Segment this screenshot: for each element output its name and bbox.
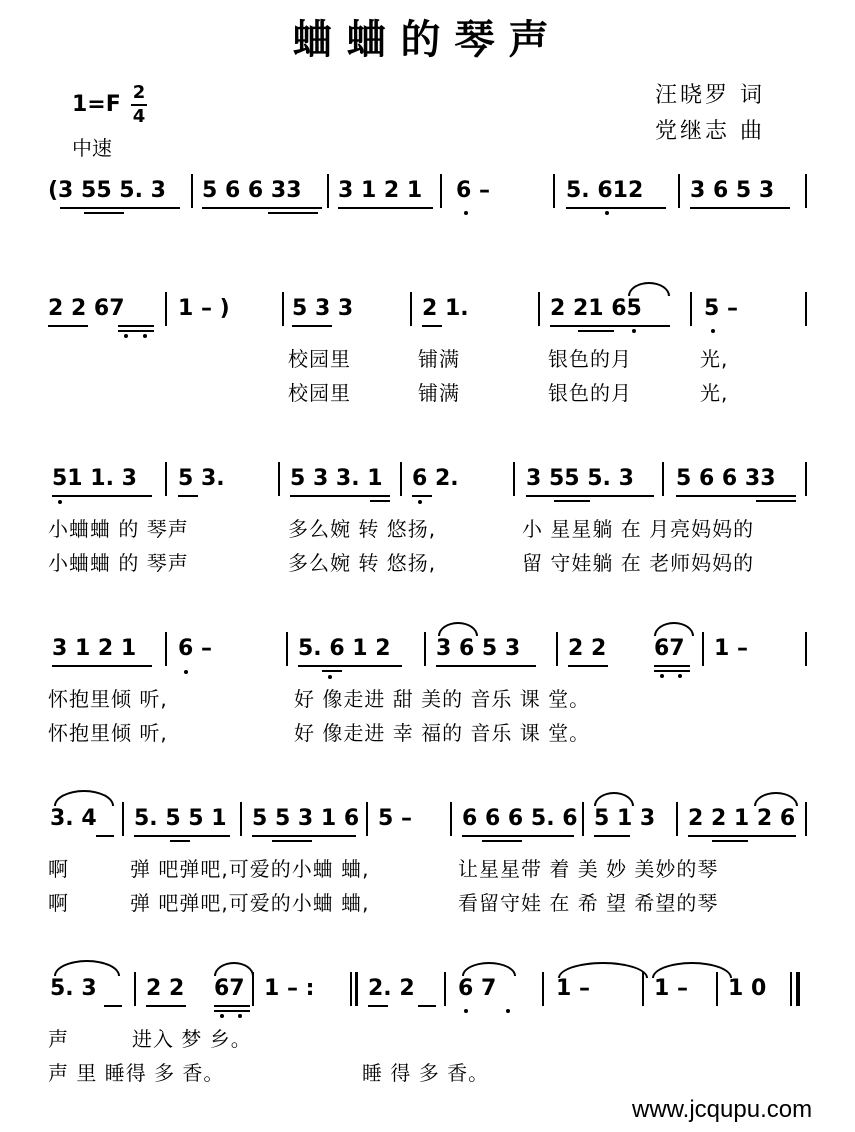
measure: 1 – ) [178,296,230,321]
measure: 5 5 3 1 6 [252,806,360,831]
lyric: 小蛐蛐 的 琴声 [48,551,189,575]
measure: 5. 6 1 2 [298,636,391,661]
measure: 2 2 [568,636,607,661]
lyric: 啊 [48,857,69,881]
measure: 5 6 6 33 [676,466,776,491]
lyric: 声 [48,1027,69,1051]
measure: 5. 3 [50,976,97,1001]
lyric: 校园里 [288,347,351,371]
measure: 5 3. [178,466,225,491]
lyric: 校园里 [288,381,351,405]
lyric: 银色的月 [548,347,632,371]
measure: 3 6 5 3 [436,636,521,661]
measure: 3 1 2 1 [52,636,137,661]
lyric: 光, [700,347,729,371]
lyric: 进入 梦 乡。 [132,1027,252,1051]
composer-credit: 党继志 曲 [655,119,765,144]
measure: (3 55 5. 3 [48,178,166,203]
measure: 3 55 5. 3 [526,466,634,491]
time-signature [131,84,147,126]
lyric: 小蛐蛐 的 琴声 [48,517,189,541]
lyric: 怀抱里倾 听, [48,687,168,711]
measure: 3 6 5 3 [690,178,775,203]
song-title: 蛐蛐的琴声 [292,16,563,63]
lyric: 弹 吧弹吧,可爱的小蛐 蛐, [130,857,370,881]
site-watermark: www.jcqupu.com [632,1096,813,1123]
measure: 5. 5 5 1 [134,806,227,831]
measure: 5 – [378,806,412,831]
measure: 5. 612 [566,178,644,203]
measure: 5 1 3 [594,806,656,831]
measure: 1 – : [264,976,315,1001]
lyric: 弹 吧弹吧,可爱的小蛐 蛐, [130,891,370,915]
measure: 67 [214,976,245,1001]
measure: 67 [654,636,685,661]
measure: 1 – [556,976,590,1001]
measure: 2. 2 [368,976,415,1001]
tempo-marking: 中速 [72,136,112,160]
measure: 6 2. [412,466,459,491]
lyric: 留 守娃躺 在 老师妈妈的 [522,551,755,575]
lyric: 多么婉 转 悠扬, [288,517,437,541]
measure: 6 – [456,178,490,203]
measure: 1 – [654,976,688,1001]
measure: 2 2 1 2 6 [688,806,796,831]
time-signature-bottom: 4 [132,106,146,127]
lyric: 好 像走进 幸 福的 音乐 课 堂。 [294,721,591,745]
measure: 5 – [704,296,738,321]
measure: 2 21 65 [550,296,642,321]
lyric: 银色的月 [548,381,632,405]
measure: 6 – [178,636,212,661]
lyricist-credit: 汪晓罗 词 [655,83,765,108]
measure: 1 – [714,636,748,661]
measure: 5 6 6 33 [202,178,302,203]
measure: 1 0 [728,976,767,1001]
lyric: 铺满 [418,381,460,405]
lyric: 铺满 [418,347,460,371]
lyric: 让星星带 着 美 妙 美妙的琴 [458,857,719,881]
lyric: 啊 [48,891,69,915]
measure: 2 2 67 [48,296,125,321]
measure: 6 7 [458,976,497,1001]
lyric: 怀抱里倾 听, [48,721,168,745]
measure: 5 3 3. 1 [290,466,383,491]
lyric: 声 里 睡得 多 香。 [48,1061,225,1085]
lyric: 看留守娃 在 希 望 希望的琴 [458,891,719,915]
measure: 3. 4 [50,806,97,831]
lyric: 睡 得 多 香。 [362,1061,490,1085]
measure: 5 3 3 [292,296,354,321]
measure: 3 1 2 1 [338,178,423,203]
key-signature: 1=F [72,92,121,117]
lyric: 光, [700,381,729,405]
lyric: 多么婉 转 悠扬, [288,551,437,575]
time-signature-top: 2 [132,82,146,103]
lyric: 小 星星躺 在 月亮妈妈的 [522,517,755,541]
measure: 2 2 [146,976,185,1001]
lyric: 好 像走进 甜 美的 音乐 课 堂。 [294,687,591,711]
measure: 6 6 6 5. 6 [462,806,578,831]
measure: 2 1. [422,296,469,321]
measure: 51 1. 3 [52,466,137,491]
